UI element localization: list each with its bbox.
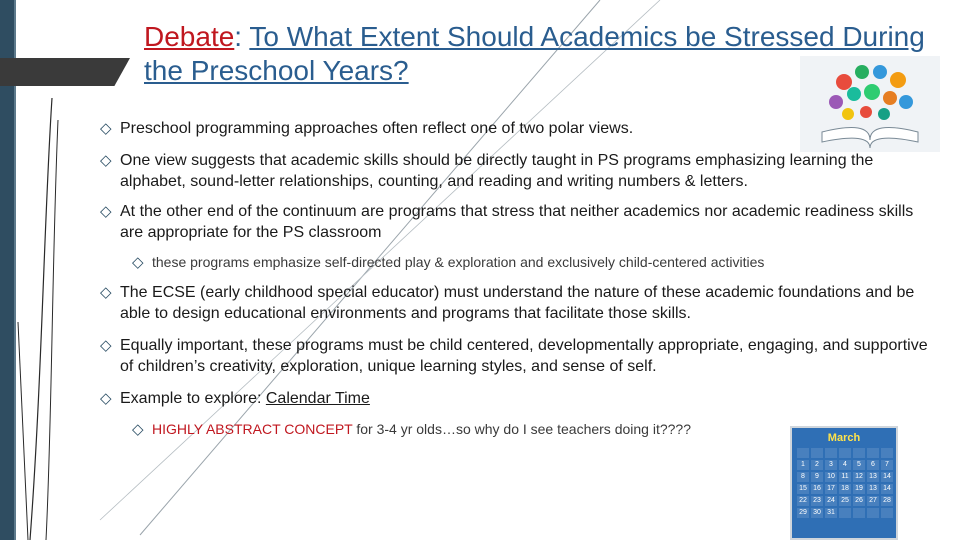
calendar-day-cell: 9	[811, 472, 823, 482]
calendar-month-label: March	[827, 432, 861, 444]
bullet-text: these programs emphasize self-directed play & exploration and exclusively child-centered activities	[152, 254, 765, 270]
diamond-bullet-icon: ◇	[100, 152, 112, 169]
diamond-bullet-icon: ◇	[132, 421, 144, 438]
calendar-grid	[797, 448, 893, 518]
bullet-text: One view suggests that academic skills should be directly taught in PS programs emphasizing learning the alphabet, sound-letter relationships, counting, and reading and writing numbers & letters.	[120, 152, 874, 190]
calendar-day-cell: 15	[797, 484, 809, 494]
bullet-item	[100, 150, 940, 192]
calendar-day-cell: 23	[811, 496, 823, 506]
calendar-day-cell	[839, 448, 851, 458]
diamond-bullet-icon: ◇	[100, 390, 112, 407]
calendar-day-cell: 24	[825, 496, 837, 506]
calendar-day-cell: 19	[853, 484, 865, 494]
bullet-text: Example to explore:	[120, 390, 266, 407]
calendar-day-cell: 6	[867, 460, 879, 470]
calendar-day-cell: 10	[825, 472, 837, 482]
calendar-day-cell: 16	[811, 484, 823, 494]
sub-bullet-item	[132, 252, 940, 273]
calendar-day-cell: 14	[881, 472, 893, 482]
calendar-day-cell: 2	[811, 460, 823, 470]
diamond-bullet-icon: ◇	[100, 284, 112, 301]
calendar-day-cell	[839, 508, 851, 518]
calendar-day-cell: 4	[839, 460, 851, 470]
calendar-day-cell: 29	[797, 508, 809, 518]
title-separator: :	[234, 21, 250, 52]
calendar-day-cell: 31	[825, 508, 837, 518]
calendar-day-cell: 8	[797, 472, 809, 482]
calendar-day-cell	[867, 508, 879, 518]
bullet-item	[100, 118, 940, 139]
calendar-photo	[790, 426, 898, 540]
bullet-text: Preschool programming approaches often reflect one of two polar views.	[120, 120, 634, 137]
calendar-day-cell: 17	[825, 484, 837, 494]
calendar-day-cell: 27	[867, 496, 879, 506]
calendar-time-link[interactable]: Calendar Time	[265, 390, 370, 407]
bullet-item	[100, 201, 940, 243]
calendar-day-cell	[825, 448, 837, 458]
calendar-day-cell	[867, 448, 879, 458]
calendar-day-cell	[797, 448, 809, 458]
calendar-day-cell: 11	[839, 472, 851, 482]
bullet-item	[100, 388, 940, 409]
calendar-day-cell	[853, 448, 865, 458]
calendar-day-cell	[853, 508, 865, 518]
calendar-day-cell: 28	[881, 496, 893, 506]
bullet-text: for 3-4 yr olds…so why do I see teachers doing it????	[352, 421, 691, 437]
title-keyword: Debate	[144, 21, 235, 52]
diamond-bullet-icon: ◇	[100, 203, 112, 220]
calendar-day-cell: 1	[797, 460, 809, 470]
calendar-day-cell: 14	[881, 484, 893, 494]
bullet-item	[100, 335, 940, 377]
calendar-day-cell	[811, 448, 823, 458]
calendar-day-cell: 22	[797, 496, 809, 506]
calendar-day-cell: 25	[839, 496, 851, 506]
calendar-day-cell: 3	[825, 460, 837, 470]
calendar-day-cell: 5	[853, 460, 865, 470]
bullet-text: Equally important, these programs must be child centered, developmentally appropriate, engaging, and supportive of children’s creativity, exploration, unique learning styles, and sense of self.	[120, 337, 928, 375]
title-question: To What Extent Should Academics be Stressed During the Preschool Years?	[144, 21, 925, 86]
calendar-day-cell: 13	[867, 484, 879, 494]
calendar-day-cell	[881, 508, 893, 518]
calendar-day-cell: 18	[839, 484, 851, 494]
calendar-day-cell: 26	[853, 496, 865, 506]
diamond-bullet-icon: ◇	[132, 254, 144, 271]
bullet-text: The ECSE (early childhood special educator) must understand the nature of these academic foundations and be able to design educational environments and programs that facilitate those skills.	[120, 284, 915, 322]
bullet-item	[100, 282, 940, 324]
calendar-day-cell: 13	[867, 472, 879, 482]
bullet-text: At the other end of the continuum are programs that stress that neither academics nor academic readiness skills are appropriate for the PS classroom	[120, 203, 914, 241]
calendar-day-cell: 30	[811, 508, 823, 518]
calendar-day-cell: 12	[853, 472, 865, 482]
bullet-list	[100, 118, 940, 440]
calendar-day-cell	[881, 448, 893, 458]
calendar-day-cell: 7	[881, 460, 893, 470]
diamond-bullet-icon: ◇	[100, 337, 112, 354]
diamond-bullet-icon: ◇	[100, 120, 112, 137]
highlight-text: HIGHLY ABSTRACT CONCEPT	[152, 421, 353, 437]
